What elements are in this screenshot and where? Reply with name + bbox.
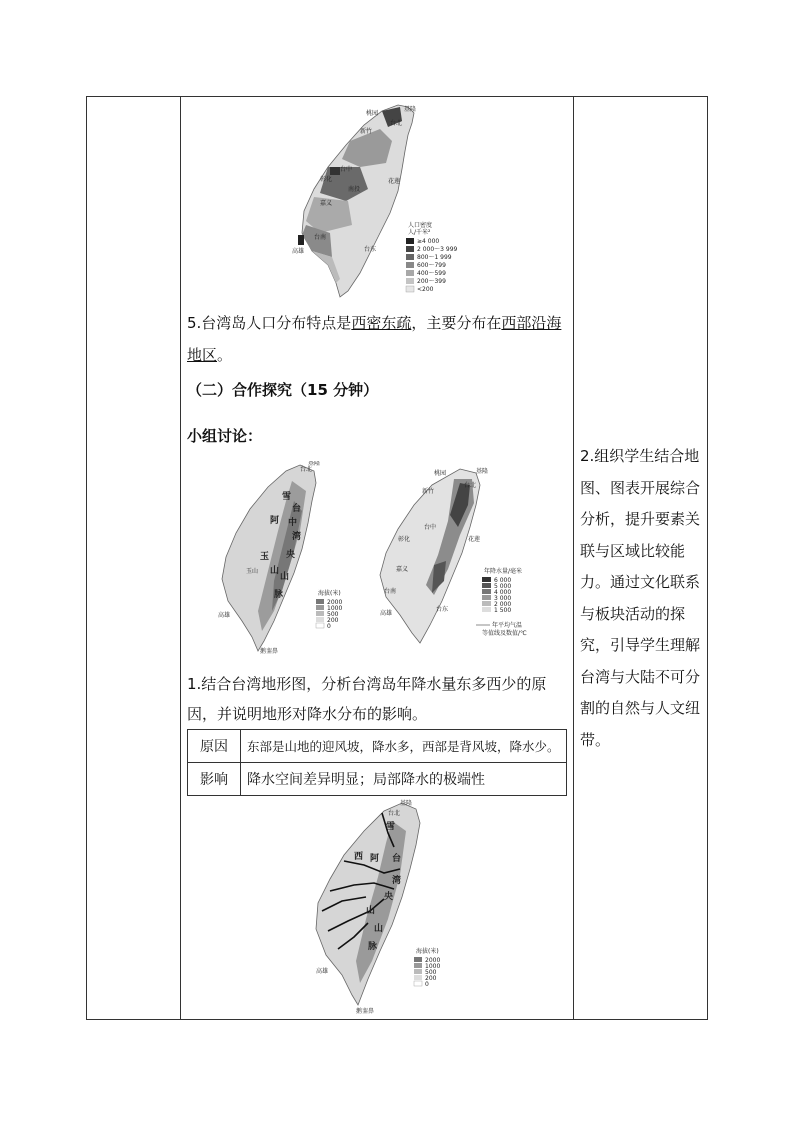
svg-text:0: 0 <box>425 981 429 988</box>
svg-text:台南: 台南 <box>384 588 397 595</box>
svg-text:6 000: 6 000 <box>494 577 512 584</box>
svg-text:高雄: 高雄 <box>316 968 329 975</box>
lesson-table <box>86 96 708 1020</box>
svg-text:年降水量/毫米: 年降水量/毫米 <box>484 568 523 575</box>
svg-text:600～799: 600～799 <box>417 262 446 269</box>
svg-text:花莲: 花莲 <box>388 178 401 185</box>
rainfall-legend <box>476 567 527 637</box>
svg-text:3 000: 3 000 <box>494 595 512 602</box>
q5-answer-1: 西密东疏 <box>351 314 412 332</box>
svg-text:高雄: 高雄 <box>292 248 305 255</box>
table-row <box>188 763 567 796</box>
svg-text:0: 0 <box>327 623 331 630</box>
population-legend <box>406 221 458 293</box>
svg-text:高雄: 高雄 <box>380 610 393 617</box>
svg-text:山: 山 <box>270 566 280 576</box>
answer-value-reason: 东部是山地的迎风坡，降水多，西部是背风坡，降水少。 <box>241 730 567 763</box>
svg-text:基隆: 基隆 <box>404 106 417 113</box>
svg-text:山: 山 <box>280 572 290 582</box>
svg-text:脉: 脉 <box>274 590 284 600</box>
svg-text:台北: 台北 <box>464 482 477 489</box>
svg-text:鹅銮鼻: 鹅銮鼻 <box>260 648 279 655</box>
svg-text:台北: 台北 <box>390 120 403 127</box>
svg-text:<200: <200 <box>417 286 434 293</box>
question-1: 1.结合台湾地形图，分析台湾岛年降水量东多西少的原因，并说明地形对降水分布的影响。 <box>187 675 547 723</box>
svg-text:玉: 玉 <box>260 552 270 562</box>
svg-text:2000: 2000 <box>327 599 343 606</box>
answer-key-impact: 影响 <box>188 763 241 796</box>
svg-text:台: 台 <box>392 854 402 864</box>
svg-text:央: 央 <box>384 892 394 902</box>
svg-text:5 000: 5 000 <box>494 583 512 590</box>
river-map-legend <box>414 947 440 988</box>
svg-text:湾: 湾 <box>392 876 402 886</box>
svg-text:基隆: 基隆 <box>308 461 321 467</box>
svg-text:200: 200 <box>327 617 339 624</box>
svg-text:西: 西 <box>354 852 364 862</box>
svg-text:玉山: 玉山 <box>246 568 259 575</box>
svg-text:年平均气温: 年平均气温 <box>492 622 523 629</box>
q5-prefix: 5.台湾岛人口分布特点是 <box>187 314 352 332</box>
svg-text:1000: 1000 <box>327 605 343 612</box>
q5-answer-2: 西部沿海地区 <box>187 314 562 364</box>
svg-text:≥4 000: ≥4 000 <box>417 238 440 245</box>
svg-text:新竹: 新竹 <box>360 128 373 135</box>
svg-text:500: 500 <box>425 969 437 976</box>
svg-text:台北: 台北 <box>388 810 401 817</box>
answer-key-reason: 原因 <box>188 730 241 763</box>
svg-text:人口密度: 人口密度 <box>408 222 433 229</box>
group-discussion-title: 小组讨论： <box>187 427 263 445</box>
design-intent-text: 2.组织学生结合地图、图表开展综合分析，提升要素关联与区域比较能力。通过文化联系与板块活动的探究，引导学生理解台湾与大陆不可分割的自然与人文纽带。 <box>580 447 701 749</box>
svg-text:桃园: 桃园 <box>434 470 447 477</box>
svg-text:台北: 台北 <box>300 466 313 473</box>
svg-text:山: 山 <box>366 906 376 916</box>
svg-text:鹅銮鼻: 鹅銮鼻 <box>356 1008 375 1015</box>
svg-text:200: 200 <box>425 975 437 982</box>
svg-text:阿: 阿 <box>270 516 280 526</box>
svg-text:脉: 脉 <box>368 942 378 952</box>
q5-middle: ，主要分布在 <box>411 314 502 332</box>
svg-text:桃园: 桃园 <box>366 110 379 117</box>
terrain-legend <box>316 589 342 630</box>
population-density-map <box>290 101 470 303</box>
svg-text:海拔(米): 海拔(米) <box>416 948 439 955</box>
svg-text:1000: 1000 <box>425 963 441 970</box>
notes-column <box>573 97 709 1019</box>
svg-text:等值线及数值/℃: 等值线及数值/℃ <box>482 630 527 637</box>
svg-text:嘉义: 嘉义 <box>396 566 409 573</box>
svg-text:雪: 雪 <box>282 492 292 502</box>
q5-suffix: 。 <box>217 346 233 364</box>
svg-text:嘉义: 嘉义 <box>320 200 333 207</box>
answer-table <box>187 729 567 796</box>
svg-text:人/千米²: 人/千米² <box>408 229 431 236</box>
svg-text:台东: 台东 <box>364 246 377 253</box>
svg-text:阿: 阿 <box>370 854 380 864</box>
terrain-map <box>216 461 346 655</box>
section-title: （二）合作探究（15 分钟） <box>187 381 379 399</box>
svg-text:4 000: 4 000 <box>494 589 512 596</box>
answer-value-impact: 降水空间差异明显；局部降水的极端性 <box>241 763 567 796</box>
svg-text:400～599: 400～599 <box>417 270 446 277</box>
svg-text:央: 央 <box>286 550 296 560</box>
svg-text:花莲: 花莲 <box>468 536 481 543</box>
svg-text:台东: 台东 <box>436 606 449 613</box>
svg-text:台南: 台南 <box>314 234 327 241</box>
svg-text:山: 山 <box>374 924 384 934</box>
svg-text:中: 中 <box>288 518 298 528</box>
svg-text:高雄: 高雄 <box>218 612 231 619</box>
question-5 <box>187 307 567 371</box>
svg-text:基隆: 基隆 <box>400 800 413 807</box>
svg-text:雪: 雪 <box>386 822 396 832</box>
svg-text:800～1 999: 800～1 999 <box>417 254 452 261</box>
svg-text:2 000～3 999: 2 000～3 999 <box>417 246 458 253</box>
svg-text:彰化: 彰化 <box>320 176 333 183</box>
svg-text:基隆: 基隆 <box>476 468 489 475</box>
svg-text:2000: 2000 <box>425 957 441 964</box>
svg-text:新竹: 新竹 <box>422 488 435 495</box>
svg-text:湾: 湾 <box>292 532 302 542</box>
svg-text:200～399: 200～399 <box>417 278 446 285</box>
table-row <box>188 730 567 763</box>
svg-text:南投: 南投 <box>348 186 361 193</box>
svg-text:彰化: 彰化 <box>398 536 411 543</box>
svg-text:海拔(米): 海拔(米) <box>318 590 341 597</box>
svg-text:台中: 台中 <box>424 524 437 531</box>
svg-text:台: 台 <box>292 504 302 514</box>
rainfall-map <box>364 465 564 653</box>
content-column <box>180 97 573 1019</box>
river-terrain-map <box>308 799 452 1017</box>
svg-text:2 000: 2 000 <box>494 601 512 608</box>
svg-text:500: 500 <box>327 611 339 618</box>
svg-text:1 500: 1 500 <box>494 607 512 614</box>
svg-text:台中: 台中 <box>340 166 353 173</box>
